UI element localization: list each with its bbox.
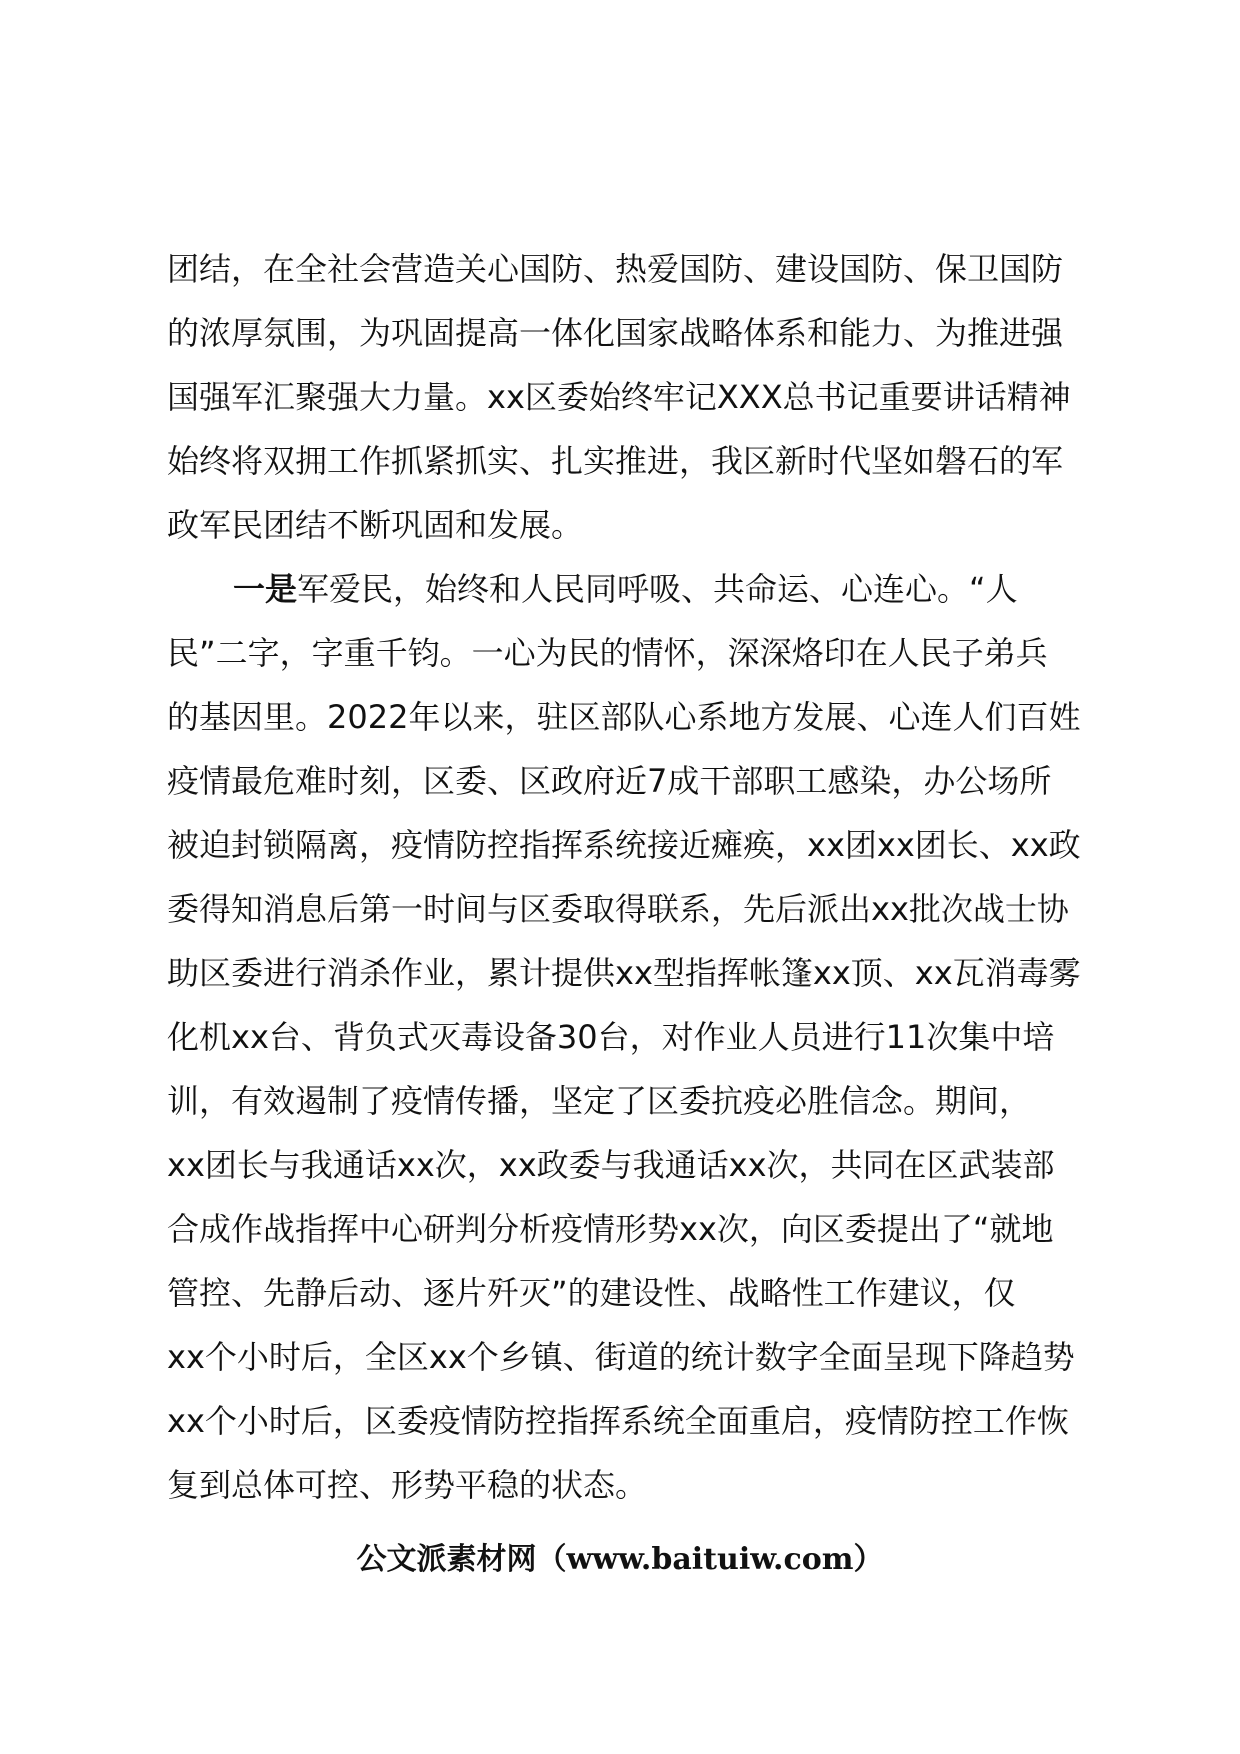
paragraph-2-line: 委得知消息后第一时间与区委取得联系，先后派出xx批次战士协 — [167, 890, 1069, 928]
paragraph-2-line: 管控、先静后动、逐片歼灭”的建设性、战略性工作建议，仅 — [167, 1274, 1016, 1312]
paragraph-2-heading: 一是 — [233, 570, 298, 608]
paragraph-1-line: 团结，在全社会营造关心国防、热爱国防、建设国防、保卫国防 — [167, 250, 1064, 288]
paragraph-2-line: 的基因里。2022年以来，驻区部队心系地方发展、心连人们百姓 — [167, 698, 1081, 736]
paragraph-2 — [167, 557, 1127, 1517]
paragraph-2-line: xx团长与我通话xx次，xx政委与我通话xx次，共同在区武装部 — [167, 1146, 1055, 1184]
paragraph-2-line: 疫情最危难时刻，区委、区政府近7成干部职工感染，办公场所 — [167, 762, 1052, 800]
paragraph-1-line: 国强军汇聚强大力量。xx区委始终牢记XXX总书记重要讲话精神 — [167, 378, 1071, 416]
paragraph-2-line: 被迫封锁隔离，疫情防控指挥系统接近瘫痪，xx团xx团长、xx政 — [167, 826, 1081, 864]
paragraph-2-line: 训，有效遏制了疫情传播，坚定了区委抗疫必胜信念。期间， — [167, 1082, 1032, 1120]
paragraph-2-line: xx个小时后，区委疫情防控指挥系统全面重启，疫情防控工作恢 — [167, 1402, 1069, 1440]
paragraph-1-line: 的浓厚氛围，为巩固提高一体化国家战略体系和能力、为推进强 — [167, 314, 1064, 352]
paragraph-1-line: 始终将双拥工作抓紧抓实、扎实推进，我区新时代坚如磐石的军 — [167, 442, 1064, 480]
document-body — [167, 237, 1127, 1517]
paragraph-2-line: 助区委进行消杀作业，累计提供xx型指挥帐篷xx顶、xx瓦消毒雾 — [167, 954, 1081, 992]
paragraph-2-line: 复到总体可控、形势平稳的状态。 — [167, 1466, 648, 1504]
paragraph-1-line: 政军民团结不断巩固和发展。 — [167, 506, 584, 544]
paragraph-2-line: 合成作战指挥中心研判分析疫情形势xx次，向区委提出了“就地 — [167, 1210, 1054, 1248]
paragraph-2-first-line-text: 军爱民，始终和人民同呼吸、共命运、心连心。“人 — [297, 570, 1018, 608]
footer-source-text: 公文派素材网（www.baituiw.com） — [356, 1542, 884, 1577]
paragraph-2-line: xx个小时后，全区xx个乡镇、街道的统计数字全面呈现下降趋势 — [167, 1338, 1075, 1376]
paragraph-2-first-line — [167, 557, 1127, 621]
paragraph-1 — [167, 237, 1127, 557]
paragraph-2-line: 民”二字，字重千钧。一心为民的情怀，深深烙印在人民子弟兵 — [167, 634, 1048, 672]
paragraph-2-line: 化机xx台、背负式灭毒设备30台，对作业人员进行11次集中培 — [167, 1018, 1055, 1056]
